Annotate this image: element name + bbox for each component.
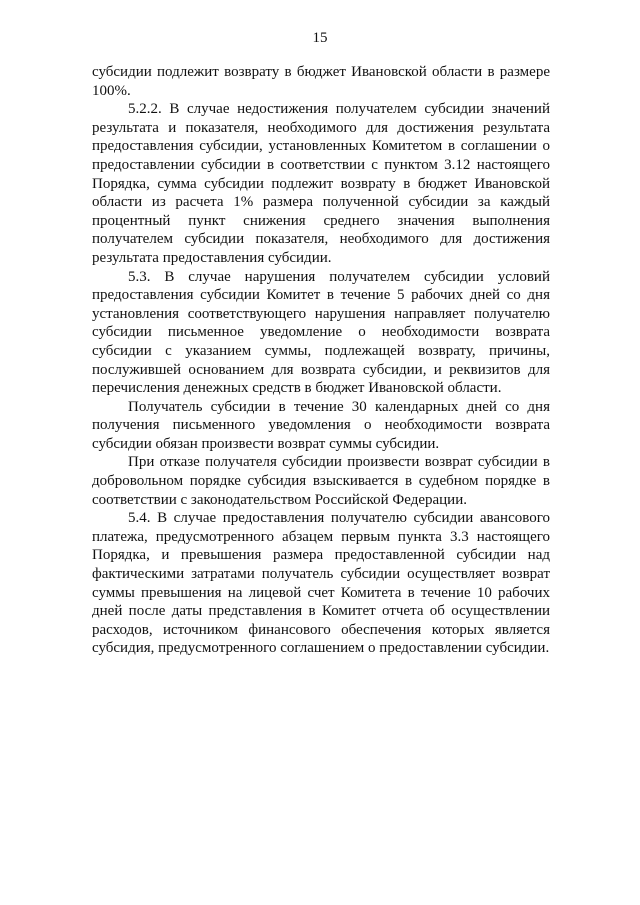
paragraph-5-2-2: 5.2.2. В случае недостижения получателем субсидии значений результата и показателя, необходимого для достижения результата предоставления субсидии, установленных Комитетом в соглашении о предоставлении субсидии в соответствии с пунктом 3.12 настоящего Порядка, сумма субсидии подлежит возврату в бюджет Ивановской области из расчета 1% размера полученной субсидии за каждый процентный пункт снижения среднего значения выполнения получателем субсидии показателя, необходимого для достижения результата предоставления субсидии. [92, 101, 550, 266]
paragraph-continuation: субсидии подлежит возврату в бюджет Ивановской области в размере 100%. [92, 64, 550, 99]
paragraph-5-4: 5.4. В случае предоставления получателю субсидии авансового платежа, предусмотренного абзацем первым пункта 3.3 настоящего Порядка, и превышения размера предоставленной субсидии над фактическими затратами получатель субсидии осуществляет возврат суммы превышения на лицевой счет Комитета в течение 10 рабочих дней после даты представления в Комитет отчета об осуществлении расходов, источником финансового обеспечения которых является субсидия, предусмотренного соглашением о предоставлении субсидии. [92, 510, 550, 657]
paragraph-refusal: При отказе получателя субсидии произвести возврат субсидии в добровольном порядке субсидия взыскивается в судебном порядке в соответствии с законодательством Российской Федерации. [92, 454, 550, 508]
document-body [92, 63, 550, 658]
paragraph-5-3: 5.3. В случае нарушения получателем субсидии условий предоставления субсидии Комитет в течение 5 рабочих дней со дня установления соответствующего нарушения направляет получателю субсидии письменное уведомление о необходимости возврата субсидии с указанием суммы, подлежащей возврату, причины, послужившей основанием для возврата субсидии, и реквизитов для перечисления денежных средств в бюджет Ивановской области. [92, 268, 550, 397]
page-number: 15 [312, 30, 328, 46]
paragraph-return-deadline: Получатель субсидии в течение 30 календарных дней со дня получения письменного уведомления о необходимости возврата субсидии обязан произвести возврат суммы субсидии. [92, 398, 550, 452]
